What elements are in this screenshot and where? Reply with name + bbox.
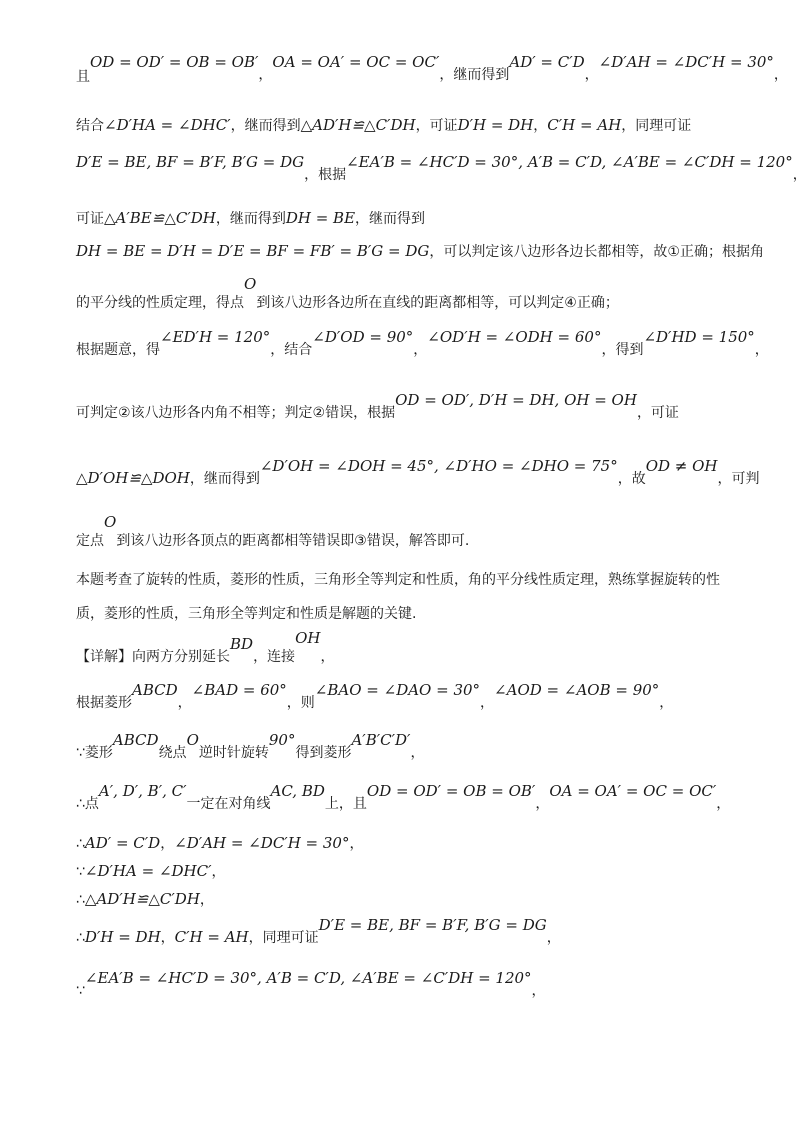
text-segment: ，继而得到 [189,471,260,487]
text-segment: ，同理可证 [621,118,692,134]
math-expression: A′B′C′D′ [351,731,411,749]
text-segment: 一定在对角线 [186,796,271,812]
text-line [76,889,214,910]
text-segment: 根据题意，得 [76,342,160,358]
text-segment: ， [160,930,175,946]
math-expression: ∠OD′H = ∠ODH = 60° [427,328,602,346]
text-segment: 结合 [76,118,104,134]
math-expression: ∠D′HD = 150° [643,328,755,346]
math-expression: OA = OA′ = OC = OC′ [272,53,440,71]
text-segment: 到该八边形各顶点的距离都相等错误即③错误，解答即可. [116,533,470,549]
math-expression: △AD′H≌△C′DH [300,116,416,134]
text-line [76,115,691,136]
text-segment: ，同理可证 [248,930,319,946]
text-segment: 根据菱形 [76,695,132,711]
text-segment: ， [754,342,769,358]
text-line [76,208,425,229]
text-segment: 到该八边形各边所在直线的距离都相等，可以判定④正确； [256,295,619,311]
text-segment: ， [258,67,273,83]
math-expression: BD [230,635,254,653]
text-segment: ∵ [76,983,85,999]
text-segment: 【详解】向两方分别延长 [76,649,230,665]
text-segment: ， [584,67,599,83]
math-expression: ∠EA′B = ∠HC′D = 30°, A′B = C′D, ∠A′BE = ∠C′DH = 120° [84,969,532,987]
text-segment: ，可证 [415,118,458,134]
math-expression: D′E = BE, BF = B′F, B′G = DG [76,153,305,171]
math-expression: ∠D′AH = ∠DC′H = 30° [174,834,350,852]
text-segment: ，结合 [270,342,313,358]
text-line [76,681,674,713]
text-segment: 定点 [76,533,104,549]
math-expression: △AD′H≌△C′DH [84,890,200,908]
math-expression: OD = OD′, D′H = DH, OH = OH [395,391,637,409]
math-expression: ABCD [112,731,159,749]
text-segment: ，则 [286,695,315,711]
text-segment: ，连接 [253,649,296,665]
text-segment: ， [199,892,214,908]
math-expression: A′, D′, B′, C′ [98,782,187,800]
text-line [76,629,335,667]
text-segment: 上，且 [324,796,367,812]
text-segment: ，根据 [304,167,347,183]
text-segment: ，继而得到 [215,211,286,227]
math-expression: ABCD [132,681,178,699]
math-expression: AD′ = C′D [84,834,161,852]
text-segment: ∵ [76,864,85,880]
text-segment: 逆时针旋转 [198,745,269,761]
math-expression: OA = OA′ = OC = OC′ [549,782,717,800]
math-expression: ∠D′OH = ∠DOH = 45°, ∠D′HO = ∠DHO = 75° [259,457,618,475]
text-segment: 且 [76,69,90,85]
text-segment: ， [410,745,425,761]
text-segment: ∴点 [76,796,99,812]
math-expression: ∠AOD = ∠AOB = 90° [494,681,660,699]
text-line [76,328,769,360]
math-expression: DH = BE = D′H = D′E = BF = FB′ = B′G = DG [76,242,430,260]
text-segment: ， [480,695,495,711]
text-segment: 本题考查了旋转的性质，菱形的性质，三角形全等判定和性质，角的平分线性质定理，熟练掌握旋转的性 [76,572,720,588]
text-line [76,861,226,882]
text-line [76,457,760,489]
math-expression: C′H = AH [547,116,622,134]
math-expression: O [244,275,257,293]
math-expression: O [186,731,199,749]
math-expression: ∠D′AH = ∠DC′H = 30° [598,53,774,71]
text-segment: ， [349,836,364,852]
text-segment: ∴ [76,930,85,946]
text-line [76,604,416,624]
text-line [76,53,788,85]
text-line [76,153,807,185]
math-expression: DH = BE [285,209,356,227]
text-segment: ，可以判定该八边形各边长都相等，故①正确；根据角 [429,244,764,260]
math-expression: ∠D′OD = 90° [312,328,414,346]
math-expression: O [104,513,117,531]
text-line [76,241,764,262]
text-segment: ， [177,695,192,711]
math-expression: ∠BAD = 60° [191,681,287,699]
text-segment: ， [535,796,550,812]
text-segment: ∴ [76,836,85,852]
math-expression: △D′OH≌△DOH [76,469,190,487]
math-expression: AC, BD [270,782,325,800]
math-expression: ∠EA′B = ∠HC′D = 30°, A′B = C′D, ∠A′BE = ∠C′DH = 120° [346,153,793,171]
text-segment: ， [716,796,731,812]
math-expression: 90° [268,731,296,749]
math-expression: D′E = BE, BF = B′F, B′G = DG [318,916,547,934]
text-line [76,969,546,1001]
math-expression: C′H = AH [174,928,249,946]
text-segment: 可判定②该八边形各内角不相等；判定②错误，根据 [76,405,396,421]
text-segment: ，继而得到 [355,211,426,227]
text-segment: ， [792,167,807,183]
text-segment: ， [211,864,226,880]
math-expression: △A′BE≌△C′DH [104,209,216,227]
math-expression: D′H = DH [457,116,534,134]
math-expression: ∠ED′H = 120° [160,328,271,346]
math-expression: AD′ = C′D [509,53,585,71]
text-line [76,731,425,763]
math-expression: D′H = DH [84,928,161,946]
math-expression: OD = OD′ = OB = OB′ [90,53,259,71]
text-line [76,570,720,590]
text-segment: ，故 [617,471,646,487]
text-segment: 的平分线的性质定理，得点 [76,295,244,311]
text-segment: ， [160,836,175,852]
text-segment: ， [320,649,335,665]
text-line [76,833,363,854]
text-line [76,513,470,551]
text-segment: ，继而得到 [230,118,301,134]
text-segment: ，可证 [636,405,679,421]
text-segment: ，可判 [717,471,760,487]
math-expression: ∠BAO = ∠DAO = 30° [314,681,481,699]
text-line [76,782,731,814]
text-segment: ， [773,67,788,83]
text-segment: ，继而得到 [439,67,510,83]
text-segment: ∵菱形 [76,745,113,761]
text-segment: ， [533,118,548,134]
text-segment: 得到菱形 [295,745,352,761]
math-expression: ∠D′HA = ∠DHC′ [84,862,212,880]
text-segment: 可证 [76,211,104,227]
text-line [76,391,679,423]
text-line [76,916,561,948]
math-expression: ∠D′HA = ∠DHC′ [104,116,231,134]
text-segment: ， [659,695,674,711]
text-segment: 绕点 [158,745,187,761]
text-segment: ， [546,930,561,946]
math-expression: OH [295,629,321,647]
math-expression: OD ≠ OH [645,457,718,475]
text-segment: ∴ [76,892,85,908]
text-segment: 质，菱形的性质，三角形全等判定和性质是解题的关键. [76,606,417,622]
text-segment: ， [413,342,428,358]
text-segment: ，得到 [601,342,644,358]
text-line [76,275,619,313]
math-expression: OD = OD′ = OB = OB′ [366,782,536,800]
text-segment: ， [531,983,546,999]
